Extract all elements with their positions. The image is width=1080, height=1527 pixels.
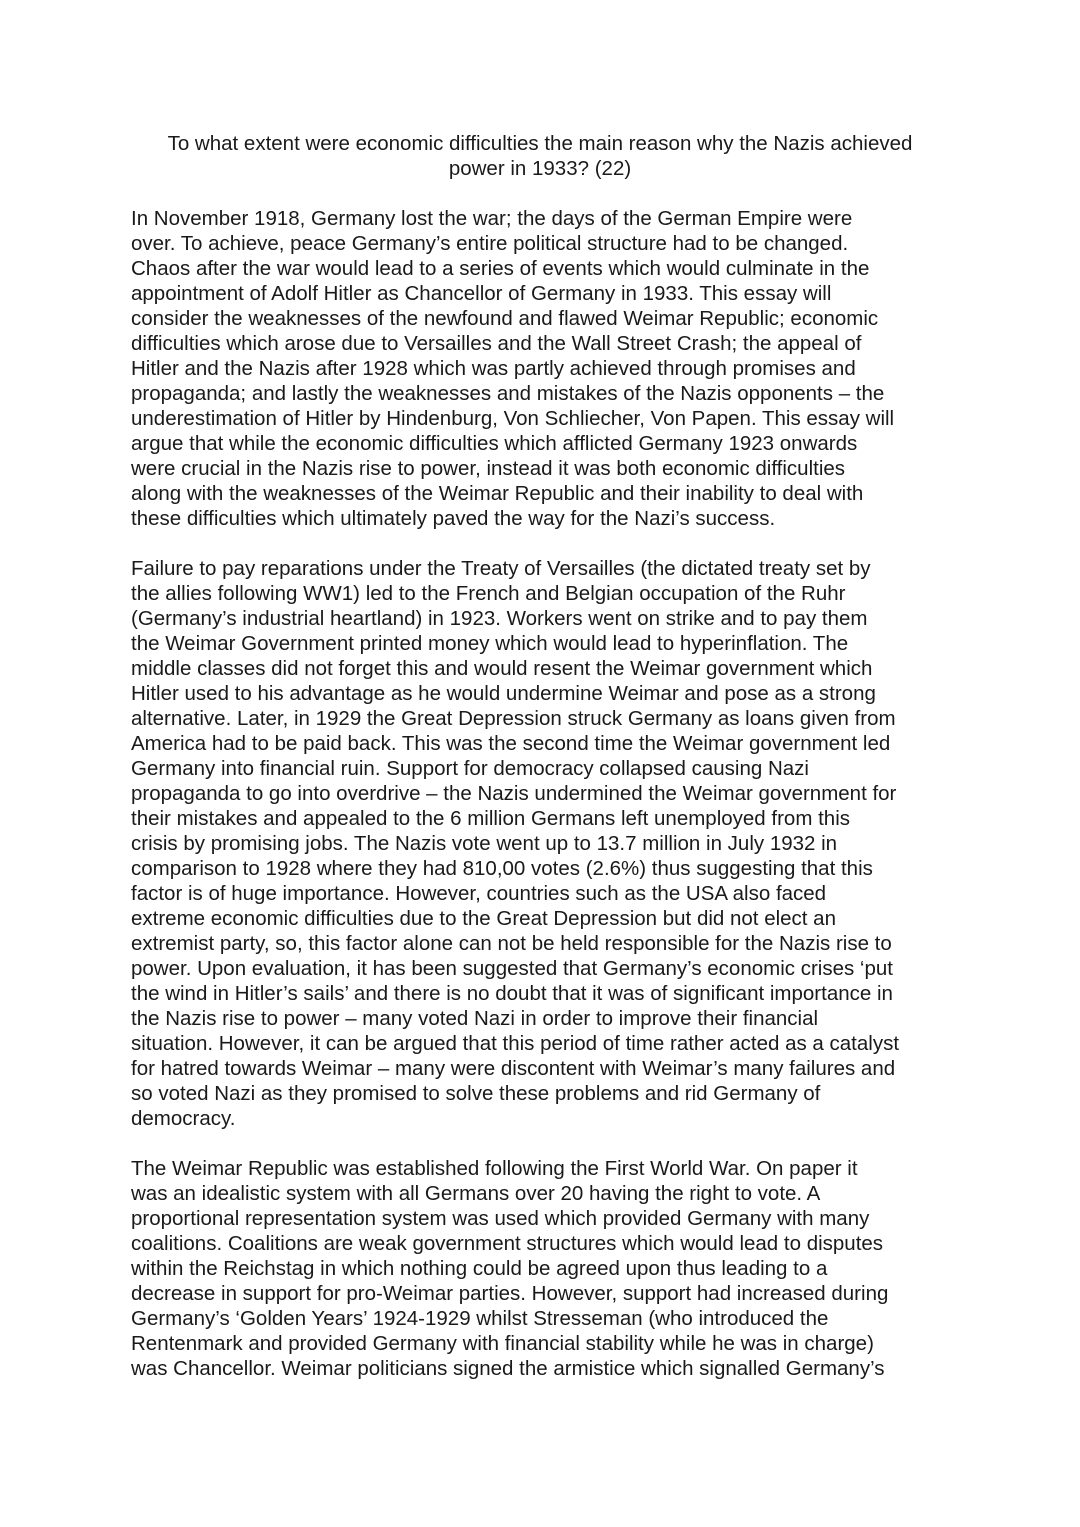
paragraph-economic-difficulties (131, 556, 961, 1131)
text-line: were crucial in the Nazis rise to power, instead it was both economic difficulties (131, 457, 846, 480)
text-line: so voted Nazi as they promised to solve these problems and rid Germany of (131, 1082, 821, 1105)
text-line: factor is of huge importance. However, countries such as the USA also faced (131, 882, 827, 905)
text-line: Chaos after the war would lead to a series of events which would culminate in the (131, 257, 870, 280)
title-line: To what extent were economic difficulties the main reason why the Nazis achieved (167, 132, 913, 155)
text-line: The Weimar Republic was established following the First World War. On paper it (131, 1157, 858, 1180)
text-line: propaganda; and lastly the weaknesses and mistakes of the Nazis opponents – the (131, 382, 885, 405)
text-line: the allies following WW1) led to the French and Belgian occupation of the Ruhr (131, 582, 846, 605)
text-line: In November 1918, Germany lost the war; the days of the German Empire were (131, 207, 853, 230)
text-line: situation. However, it can be argued that this period of time rather acted as a catalyst (131, 1032, 900, 1055)
text-line: difficulties which arose due to Versailles and the Wall Street Crash; the appeal of (131, 332, 862, 355)
text-line: coalitions. Coalitions are weak government structures which would lead to disputes (131, 1232, 884, 1255)
text-line: decrease in support for pro-Weimar parties. However, support had increased during (131, 1282, 889, 1305)
text-line: extreme economic difficulties due to the Great Depression but did not elect an (131, 907, 836, 930)
text-line: democracy. (131, 1107, 236, 1130)
text-line: appointment of Adolf Hitler as Chancellor of Germany in 1933. This essay will (131, 282, 832, 305)
text-line: was an idealistic system with all Germans over 20 having the right to vote. A (131, 1182, 821, 1205)
text-line: was Chancellor. Weimar politicians signed the armistice which signalled Germany’s (131, 1357, 885, 1380)
text-line: Germany into financial ruin. Support for democracy collapsed causing Nazi (131, 757, 809, 780)
text-line: the Weimar Government printed money which would lead to hyperinflation. The (131, 632, 849, 655)
text-line: Germany’s ‘Golden Years’ 1924-1929 whilst Stresseman (who introduced the (131, 1307, 829, 1330)
text-line: (Germany’s industrial heartland) in 1923. Workers went on strike and to pay them (131, 607, 868, 630)
text-line: Hitler used to his advantage as he would undermine Weimar and pose as a strong (131, 682, 876, 705)
essay-body (131, 206, 961, 1406)
text-line: along with the weaknesses of the Weimar Republic and their inability to deal with (131, 482, 864, 505)
text-line: for hatred towards Weimar – many were discontent with Weimar’s many failures and (131, 1057, 896, 1080)
text-line: Rentenmark and provided Germany with financial stability while he was in charge) (131, 1332, 874, 1355)
text-line: America had to be paid back. This was the second time the Weimar government led (131, 732, 891, 755)
text-line: over. To achieve, peace Germany’s entire political structure had to be changed. (131, 232, 849, 255)
text-line: underestimation of Hitler by Hindenburg, Von Schliecher, Von Papen. This essay will (131, 407, 895, 430)
text-line: power. Upon evaluation, it has been suggested that Germany’s economic crises ‘put (131, 957, 893, 980)
text-line: Failure to pay reparations under the Treaty of Versailles (the dictated treaty set by (131, 557, 871, 580)
text-line: propaganda to go into overdrive – the Nazis undermined the Weimar government for (131, 782, 897, 805)
text-line: these difficulties which ultimately paved the way for the Nazi’s success. (131, 507, 776, 530)
text-line: argue that while the economic difficulties which afflicted Germany 1923 onwards (131, 432, 858, 455)
text-line: consider the weaknesses of the newfound and flawed Weimar Republic; economic (131, 307, 879, 330)
paragraph-weimar-republic (131, 1156, 961, 1381)
text-line: alternative. Later, in 1929 the Great Depression struck Germany as loans given from (131, 707, 896, 730)
text-line: middle classes did not forget this and would resent the Weimar government which (131, 657, 873, 680)
text-line: the wind in Hitler’s sails’ and there is no doubt that it was of significant importance in (131, 982, 893, 1005)
text-line: the Nazis rise to power – many voted Nazi in order to improve their financial (131, 1007, 819, 1030)
text-line: their mistakes and appealed to the 6 million Germans left unemployed from this (131, 807, 851, 830)
title-line: power in 1933? (22) (448, 157, 632, 180)
text-line: comparison to 1928 where they had 810,00 votes (2.6%) thus suggesting that this (131, 857, 873, 880)
paragraph-introduction (131, 206, 961, 531)
text-line: Hitler and the Nazis after 1928 which was partly achieved through promises and (131, 357, 856, 380)
text-line: extremist party, so, this factor alone can not be held responsible for the Nazis rise to (131, 932, 892, 955)
essay-title (120, 131, 960, 181)
text-line: crisis by promising jobs. The Nazis vote went up to 13.7 million in July 1932 in (131, 832, 838, 855)
text-line: proportional representation system was used which provided Germany with many (131, 1207, 870, 1230)
text-line: within the Reichstag in which nothing could be agreed upon thus leading to a (131, 1257, 828, 1280)
